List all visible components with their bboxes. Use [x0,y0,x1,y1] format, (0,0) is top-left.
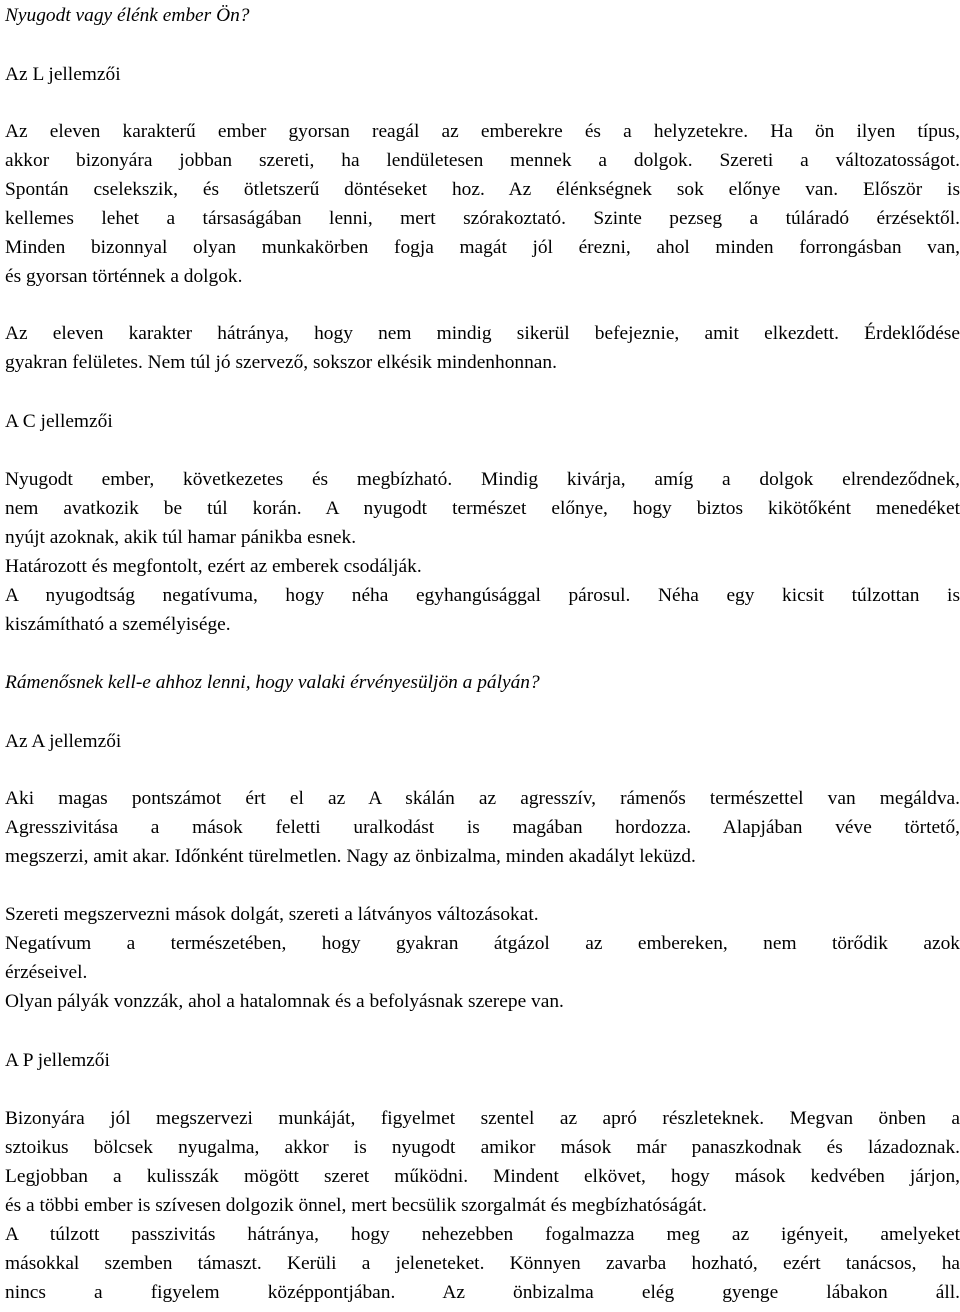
paragraph-line: Olyan pályák vonzzák, ahol a hatalomnak és a befolyásnak szerepe van. [5,991,564,1012]
paragraph-line: Agresszivitása a mások feletti uralkodást is magában hordozza. Alapjában véve törtető, [5,817,960,838]
paragraph-line: Bizonyára jól megszervezi munkáját, figyelmet szentel az apró részleteknek. Megvan önben a [5,1108,960,1129]
paragraph-line: kellemes lehet a társaságában lenni, mert szórakoztató. Szinte pezseg a túláradó érzésektől. [5,208,960,229]
paragraph-line: Negatívum a természetében, hogy gyakran átgázol az embereken, nem törődik azok [5,933,960,954]
paragraph-line: nem avatkozik be túl korán. A nyugodt természet előnye, hogy biztos kikötőként menedéket [5,498,960,519]
paragraph-line: sztoikus bölcsek nyugalma, akkor is nyugodt amikor mások már panaszkodnak és lázadoznak. [5,1137,960,1158]
section-heading-l: Az L jellemzői [5,64,121,85]
document-title: Nyugodt vagy élénk ember Ön? [5,5,250,26]
section-heading-c: A C jellemzői [5,411,113,432]
section-heading-p: A P jellemzői [5,1050,110,1071]
paragraph-line: nincs a figyelem középpontjában. Az önbizalma elég gyenge lábakon áll. [5,1282,960,1303]
paragraph-line: kiszámítható a személyisége. [5,614,231,635]
paragraph-line: Spontán cselekszik, és ötletszerű döntéseket hoz. Az élénkségnek sok előnye van. Először is [5,179,960,200]
paragraph-line: A túlzott passzivitás hátránya, hogy nehezebben fogalmazza meg az igényeit, amelyeket [5,1224,960,1245]
paragraph-line: és a többi ember is szívesen dolgozik önnel, mert becsülik szorgalmát és megbízhatóságát. [5,1195,707,1216]
paragraph-line: érzéseivel. [5,962,88,983]
paragraph-line: Szereti megszervezni mások dolgát, szereti a látványos változásokat. [5,904,539,925]
paragraph-line: Minden bizonnyal olyan munkakörben fogja magát jól érezni, ahol minden forrongásban van, [5,237,960,258]
question-subtitle: Rámenősnek kell-e ahhoz lenni, hogy valaki érvényesüljön a pályán? [5,672,540,693]
paragraph-line: és gyorsan történnek a dolgok. [5,266,243,287]
paragraph-line: másokkal szemben támaszt. Kerüli a jeleneteket. Könnyen zavarba hozható, ezért tanácsos, ha [5,1253,960,1274]
section-heading-a: Az A jellemzői [5,731,122,752]
paragraph-line: nyújt azoknak, akik túl hamar pánikba esnek. [5,527,357,548]
paragraph-line: megszerzi, amit akar. Időnként türelmetlen. Nagy az önbizalma, minden akadályt leküzd. [5,846,696,867]
paragraph-line: Az eleven karakter hátránya, hogy nem mindig sikerül befejeznie, amit elkezdett. Érdeklődése [5,323,960,344]
paragraph-line: akkor bizonyára jobban szereti, ha lendületesen mennek a dolgok. Szereti a változatosságot. [5,150,960,171]
paragraph-line: Az eleven karakterű ember gyorsan reagál az emberekre és a helyzetekre. Ha ön ilyen típus, [5,121,960,142]
paragraph-line: A nyugodtság negatívuma, hogy néha egyhangúsággal párosul. Néha egy kicsit túlzottan is [5,585,960,606]
paragraph-line: Legjobban a kulisszák mögött szeret működni. Mindent elkövet, hogy mások kedvében járjon, [5,1166,960,1187]
paragraph-line: gyakran felületes. Nem túl jó szervező, sokszor elkésik mindenhonnan. [5,352,557,373]
paragraph-line: Nyugodt ember, következetes és megbízható. Mindig kivárja, amíg a dolgok elrendeződnek, [5,469,960,490]
paragraph-line: Határozott és megfontolt, ezért az emberek csodálják. [5,556,422,577]
paragraph-line: Aki magas pontszámot ért el az A skálán az agresszív, rámenős természettel van megáldva. [5,788,960,809]
